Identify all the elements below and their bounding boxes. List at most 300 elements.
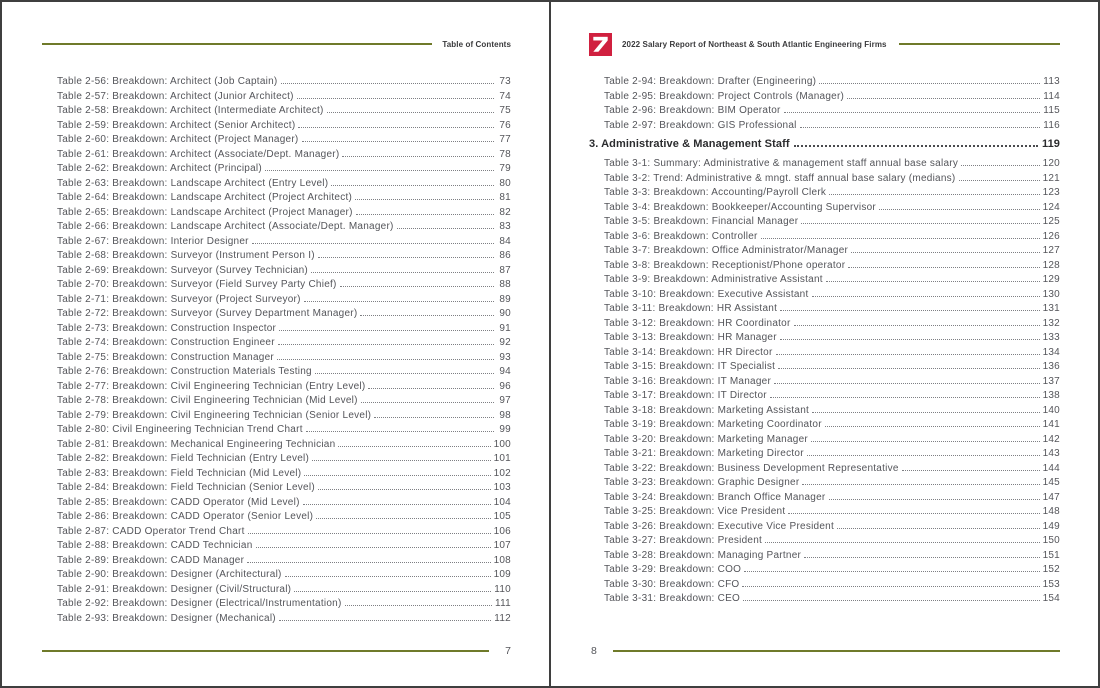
section-heading-admin-management[interactable] [589,135,1060,154]
toc-entry-label: Table 3-23: Breakdown: Graphic Designer [604,477,800,488]
toc-entry-label: Table 3-13: Breakdown: HR Manager [604,332,777,343]
dot-leader [248,524,491,534]
toc-entry-label: Table 3-8: Breakdown: Receptionist/Phone operator [604,259,846,271]
toc-entry-page: 88 [499,279,511,290]
dot-leader [765,533,1039,543]
toc-entry-label: Table 2-70: Breakdown: Surveyor (Field Survey Party Chief) [57,279,337,290]
toc-entry[interactable] [57,103,511,118]
toc-entry-label: Table 3-28: Breakdown: Managing Partner [604,549,802,561]
dot-leader [279,321,494,331]
toc-entry-label: Table 3-25: Breakdown: Vice President [604,506,786,517]
toc-entry-label: Table 2-76: Breakdown: Construction Materials Testing [57,366,312,377]
dot-leader [338,437,490,447]
toc-entry-label: Table 2-64: Breakdown: Landscape Architect (Project Architect) [57,192,353,203]
dot-leader [743,591,1040,601]
toc-entry-label: Table 3-26: Breakdown: Executive Vice President [604,520,835,532]
left-page-footer [42,644,511,658]
toc-entry[interactable] [604,103,1060,118]
toc-entry-page: 110 [494,583,511,595]
toc-entry-page: 115 [1043,105,1060,116]
toc-entry-label: Table 3-9: Breakdown: Administrative Assistant [604,274,823,285]
dot-leader [252,234,494,244]
toc-entry[interactable] [604,258,1060,273]
toc-entry[interactable] [57,582,511,597]
toc-entry-label: Table 2-71: Breakdown: Surveyor (Project Surveyor) [57,293,301,305]
toc-entry[interactable] [57,306,511,321]
toc-entry[interactable] [57,466,511,481]
toc-entry-page: 154 [1042,593,1060,604]
toc-entry-page: 103 [493,482,511,493]
toc-entry[interactable] [604,156,1060,171]
toc-entry[interactable] [57,205,511,220]
toc-entry-page: 132 [1042,317,1060,329]
toc-entry-label: Table 2-85: Breakdown: CADD Operator (Mid Level) [57,496,300,508]
toc-entry-label: Table 2-72: Breakdown: Surveyor (Survey Department Manager) [57,308,358,319]
toc-entry-page: 99 [499,424,511,435]
dot-leader [297,89,494,99]
toc-entry-label: Table 3-10: Breakdown: Executive Assistant [604,288,809,300]
toc-entry-label: Table 3-4: Breakdown: Bookkeeper/Accounting Supervisor [604,201,876,213]
dot-leader [879,200,1040,210]
dot-leader [285,567,491,577]
toc-entry-label: Table 2-94: Breakdown: Drafter (Engineering) [604,76,817,87]
dot-leader [959,171,1040,181]
dot-leader [316,509,490,519]
toc-entry-label: Table 2-89: Breakdown: CADD Manager [57,554,245,566]
page-number: 7 [505,645,511,657]
dot-leader [256,538,491,548]
toc-entry-page: 129 [1042,274,1060,285]
toc-entry[interactable] [57,364,511,379]
toc-entry-label: Table 2-66: Breakdown: Landscape Architect (Associate/Dept. Manager) [57,221,394,232]
dot-leader [794,316,1040,326]
dot-leader [819,74,1040,84]
toc-entry[interactable] [57,538,511,553]
toc-entry-page: 130 [1042,288,1060,300]
toc-entry-page: 152 [1042,564,1060,575]
toc-entry-label: Table 2-83: Breakdown: Field Technician (Mid Level) [57,467,302,479]
toc-entry-label: Table 2-69: Breakdown: Surveyor (Survey Technician) [57,264,309,276]
toc-entry[interactable] [604,432,1060,447]
toc-entry[interactable] [604,229,1060,244]
toc-entry[interactable] [57,176,511,191]
dot-leader [825,417,1040,427]
toc-entry-page: 138 [1042,390,1060,401]
toc-entry-page: 82 [499,206,511,218]
dot-leader [340,277,494,287]
dot-leader [318,248,494,258]
toc-entry[interactable] [604,330,1060,345]
toc-entry-page: 73 [499,76,511,87]
dot-leader [278,335,494,345]
toc-page-right [551,2,1098,686]
toc-entry-page: 98 [499,409,511,421]
toc-entry-page: 90 [499,308,511,319]
toc-entry-label: Table 2-88: Breakdown: CADD Technician [57,540,253,551]
toc-entry-page: 76 [499,119,511,131]
dot-leader [826,272,1040,282]
toc-entry[interactable] [57,263,511,278]
dot-leader [397,219,494,229]
dot-leader [342,147,494,157]
toc-entry-label: Table 2-96: Breakdown: BIM Operator [604,105,781,116]
dot-leader [315,364,494,374]
toc-entry[interactable] [604,533,1060,548]
toc-entry[interactable] [57,118,511,133]
dot-leader [302,132,495,142]
toc-entry[interactable] [57,190,511,205]
toc-entry-label: Table 3-30: Breakdown: CFO [604,578,740,590]
dot-leader [804,548,1039,558]
dot-leader [345,596,492,606]
toc-entry-page: 137 [1042,375,1060,387]
dot-leader [304,292,494,302]
toc-entry-label: Table 2-59: Breakdown: Architect (Senior Architect) [57,119,296,131]
toc-entry-page: 79 [499,163,511,174]
toc-entry[interactable] [604,316,1060,331]
right-page-header [589,32,1060,56]
toc-page-left [2,2,549,686]
toc-entry[interactable] [604,74,1060,89]
toc-entry[interactable] [57,292,511,307]
toc-entry-page: 134 [1042,346,1060,358]
dot-leader [356,205,494,215]
page-number: 8 [591,645,597,657]
zweig-group-logo-icon [589,33,612,56]
toc-entry-label: Table 2-74: Breakdown: Construction Engineer [57,337,275,348]
dot-leader [776,345,1040,355]
dot-leader [848,258,1039,268]
toc-entry-label: Table 3-27: Breakdown: President [604,535,763,546]
toc-entry-label: Table 2-77: Breakdown: Civil Engineering Technician (Entry Level) [57,380,366,392]
toc-entry[interactable] [57,422,511,437]
toc-entry-label: Table 3-18: Breakdown: Marketing Assistant [604,404,810,416]
toc-entry-page: 80 [499,177,511,189]
dot-leader [279,611,491,621]
dot-leader [360,306,494,316]
toc-list-left [42,74,511,625]
toc-entry[interactable] [604,388,1060,403]
toc-entry-label: Table 3-31: Breakdown: CEO [604,593,741,604]
toc-entry-label: Table 3-6: Breakdown: Controller [604,230,758,242]
toc-entry-label: Table 3-11: Breakdown: HR Assistant [604,303,778,314]
dot-leader [801,214,1039,224]
toc-entry[interactable] [604,403,1060,418]
dot-leader [368,379,494,389]
toc-entry[interactable] [57,277,511,292]
toc-entry-label: Table 3-12: Breakdown: HR Coordinator [604,317,791,329]
dot-leader [780,301,1039,311]
toc-entry[interactable] [604,171,1060,186]
toc-entry-label: Table 3-2: Trend: Administrative & mngt. staff annual base salary (medians) [604,172,956,184]
toc-entry-label: Table 3-19: Breakdown: Marketing Coordinator [604,419,822,430]
toc-entry[interactable] [57,379,511,394]
toc-entry[interactable] [604,504,1060,519]
toc-entry-label: Table 2-80: Civil Engineering Technician Trend Chart [57,424,303,435]
toc-list-right-main [589,156,1060,606]
toc-entry[interactable] [604,519,1060,534]
toc-entry-label: Table 3-21: Breakdown: Marketing Director [604,448,804,459]
toc-entry-page: 93 [499,351,511,363]
toc-entry[interactable] [604,118,1060,133]
toc-entry[interactable] [57,74,511,89]
dot-leader [800,118,1041,128]
toc-entry-page: 128 [1042,259,1060,271]
toc-entry-page: 142 [1042,433,1060,445]
toc-entry-page: 112 [494,612,511,624]
toc-entry-label: Table 2-82: Breakdown: Field Technician (Entry Level) [57,453,310,464]
toc-entry-label: Table 2-81: Breakdown: Mechanical Engineering Technician [57,438,336,450]
toc-entry-page: 120 [1042,158,1060,169]
toc-entry-page: 126 [1042,230,1060,242]
toc-entry-label: Table 3-29: Breakdown: COO [604,564,742,575]
dot-leader [802,475,1039,485]
dot-leader [829,490,1040,500]
dot-leader [281,74,495,84]
toc-entry-page: 149 [1042,520,1060,532]
toc-entry-page: 127 [1042,245,1060,256]
toc-entry-page: 143 [1042,448,1060,459]
toc-entry-page: 145 [1042,477,1060,488]
toc-entry[interactable] [57,248,511,263]
toc-entry[interactable] [604,591,1060,606]
toc-entry-page: 100 [493,438,511,450]
toc-entry[interactable] [57,437,511,452]
dot-leader [788,504,1039,514]
toc-entry-page: 140 [1042,404,1060,416]
toc-entry-label: Table 2-63: Breakdown: Landscape Architect (Entry Level) [57,177,329,189]
dot-leader [742,577,1039,587]
dot-leader [247,553,490,563]
toc-entry-label: Table 2-56: Breakdown: Architect (Job Captain) [57,76,278,87]
toc-entry[interactable] [604,562,1060,577]
dot-leader [374,408,494,418]
header-report-title: 2022 Salary Report of Northeast & South Atlantic Engineering Firms [622,39,887,49]
dot-leader [807,446,1040,456]
toc-entry-page: 150 [1042,535,1060,546]
toc-entry-label: Table 2-73: Breakdown: Construction Inspector [57,322,277,334]
toc-list-right-top [589,74,1060,132]
toc-entry-page: 84 [499,235,511,247]
toc-entry-label: Table 2-86: Breakdown: CADD Operator (Senior Level) [57,511,314,522]
toc-entry-page: 94 [499,366,511,377]
toc-entry[interactable] [604,301,1060,316]
toc-entry-label: Table 2-62: Breakdown: Architect (Principal) [57,163,262,174]
dot-leader [780,330,1040,340]
toc-entry-label: Table 2-84: Breakdown: Field Technician (Senior Level) [57,482,315,493]
toc-entry-page: 107 [493,540,511,551]
toc-entry[interactable] [57,408,511,423]
toc-entry-page: 123 [1042,187,1060,198]
dot-leader [303,495,491,505]
toc-entry-page: 147 [1042,491,1060,503]
toc-entry-label: Table 2-87: CADD Operator Trend Chart [57,525,245,537]
toc-entry-label: Table 3-14: Breakdown: HR Director [604,346,773,358]
dot-leader [312,451,490,461]
toc-entry[interactable] [57,553,511,568]
dot-leader [811,432,1040,442]
toc-entry-label: Table 2-58: Breakdown: Architect (Intermediate Architect) [57,105,324,116]
toc-entry-label: Table 3-1: Summary: Administrative & management staff annual base salary [604,158,959,169]
toc-entry[interactable] [604,272,1060,287]
toc-entry-label: Table 3-22: Breakdown: Business Development Representative [604,462,899,474]
toc-entry[interactable] [604,287,1060,302]
dot-leader [298,118,494,128]
toc-entry[interactable] [57,89,511,104]
dot-leader [331,176,494,186]
toc-entry-label: Table 3-15: Breakdown: IT Specialist [604,361,776,372]
toc-entry-page: 124 [1042,201,1060,213]
toc-entry-page: 109 [493,569,511,580]
toc-entry-label: Table 2-68: Breakdown: Surveyor (Instrument Person I) [57,250,315,261]
toc-entry[interactable] [604,461,1060,476]
toc-entry[interactable] [604,374,1060,389]
toc-entry-label: Table 2-57: Breakdown: Architect (Junior Architect) [57,90,294,102]
toc-entry[interactable] [57,234,511,249]
toc-entry-label: Table 2-97: Breakdown: GIS Professional [604,119,797,131]
toc-entry[interactable] [604,185,1060,200]
dot-leader [778,359,1039,369]
header-rule [899,43,1060,45]
toc-entry[interactable] [57,509,511,524]
right-page-footer [591,644,1060,658]
toc-entry[interactable] [604,345,1060,360]
toc-entry[interactable] [57,350,511,365]
toc-entry[interactable] [604,548,1060,563]
toc-entry-label: Table 2-91: Breakdown: Designer (Civil/Structural) [57,583,292,595]
toc-entry[interactable] [604,577,1060,592]
dot-leader [327,103,494,113]
dot-leader [902,461,1040,471]
toc-entry-page: 148 [1042,506,1060,517]
toc-entry-page: 77 [499,134,511,145]
toc-entry-label: Table 2-78: Breakdown: Civil Engineering Technician (Mid Level) [57,395,358,406]
dot-leader [770,388,1040,398]
dot-leader [761,229,1040,239]
toc-entry[interactable] [57,567,511,582]
toc-entry[interactable] [604,200,1060,215]
toc-entry-page: 75 [499,105,511,116]
toc-entry[interactable] [604,417,1060,432]
toc-entry[interactable] [57,219,511,234]
toc-entry-label: Table 2-79: Breakdown: Civil Engineering Technician (Senior Level) [57,409,372,421]
toc-entry[interactable] [57,321,511,336]
toc-entry-page: 151 [1042,549,1060,561]
toc-entry-page: 91 [499,322,511,334]
toc-entry-page: 113 [1043,76,1060,87]
toc-entry-page: 92 [499,337,511,348]
toc-entry[interactable] [57,495,511,510]
toc-entry-page: 89 [499,293,511,305]
toc-entry-page: 121 [1042,172,1060,184]
toc-entry-label: Table 2-90: Breakdown: Designer (Architectural) [57,569,282,580]
toc-entry[interactable] [604,214,1060,229]
dot-leader [794,135,1038,147]
toc-entry-page: 144 [1042,462,1060,474]
toc-entry-page: 87 [499,264,511,276]
footer-rule [42,650,489,652]
toc-entry-page: 108 [493,554,511,566]
toc-entry-label: Table 3-3: Breakdown: Accounting/Payroll Clerk [604,187,827,198]
header-title-toc: Table of Contents [442,39,511,49]
toc-entry-page: 96 [499,380,511,392]
dot-leader [277,350,494,360]
toc-entry-page: 83 [499,221,511,232]
toc-entry-page: 141 [1042,419,1060,430]
toc-entry-label: Table 2-95: Breakdown: Project Controls (Manager) [604,90,845,102]
toc-entry[interactable] [604,446,1060,461]
toc-entry-label: Table 2-61: Breakdown: Architect (Associate/Dept. Manager) [57,148,340,160]
dot-leader [837,519,1040,529]
toc-entry[interactable] [57,161,511,176]
toc-entry-label: Table 3-16: Breakdown: IT Manager [604,375,772,387]
toc-entry-label: Table 3-24: Breakdown: Branch Office Manager [604,491,826,503]
section-heading-label: 3. Administrative & Management Staff [589,138,790,150]
dot-leader [961,156,1039,166]
section-heading-page: 119 [1041,138,1060,150]
toc-entry-page: 81 [499,192,511,203]
dot-leader [265,161,494,171]
toc-entry[interactable] [57,524,511,539]
dot-leader [355,190,494,200]
toc-entry[interactable] [57,335,511,350]
toc-entry-page: 106 [493,525,511,537]
toc-entry[interactable] [604,89,1060,104]
toc-entry-page: 102 [493,467,511,479]
toc-entry-label: Table 3-17: Breakdown: IT Director [604,390,767,401]
dot-leader [784,103,1041,113]
toc-entry-label: Table 2-75: Breakdown: Construction Manager [57,351,274,363]
toc-entry-page: 105 [493,511,511,522]
toc-entry-label: Table 3-5: Breakdown: Financial Manager [604,216,799,227]
toc-entry-page: 153 [1042,578,1060,590]
toc-entry[interactable] [57,147,511,162]
toc-entry[interactable] [604,490,1060,505]
toc-entry-page: 133 [1042,332,1060,343]
toc-entry-label: Table 2-93: Breakdown: Designer (Mechanical) [57,612,276,624]
dot-leader [851,243,1039,253]
toc-entry[interactable] [57,393,511,408]
toc-entry-page: 116 [1043,119,1060,131]
toc-entry-page: 114 [1043,90,1060,102]
dot-leader [812,403,1040,413]
dot-leader [812,287,1040,297]
toc-entry[interactable] [57,132,511,147]
toc-entry-label: Table 3-7: Breakdown: Office Administrator/Manager [604,245,849,256]
toc-entry-page: 111 [495,598,511,609]
toc-entry[interactable] [57,480,511,495]
toc-entry[interactable] [57,611,511,626]
toc-entry[interactable] [57,451,511,466]
dot-leader [829,185,1039,195]
dot-leader [774,374,1040,384]
toc-entry[interactable] [604,243,1060,258]
left-page-header [42,32,511,56]
toc-entry[interactable] [57,596,511,611]
toc-entry-label: Table 3-20: Breakdown: Marketing Manager [604,433,808,445]
toc-entry-page: 78 [499,148,511,160]
toc-entry-label: Table 2-92: Breakdown: Designer (Electrical/Instrumentation) [57,598,342,609]
toc-entry[interactable] [604,475,1060,490]
toc-entry-page: 104 [493,496,511,508]
toc-entry-page: 131 [1042,303,1060,314]
toc-entry-label: Table 2-67: Breakdown: Interior Designer [57,235,249,247]
toc-entry[interactable] [604,359,1060,374]
dot-leader [847,89,1040,99]
toc-entry-page: 125 [1042,216,1060,227]
dot-leader [294,582,491,592]
dot-leader [361,393,494,403]
